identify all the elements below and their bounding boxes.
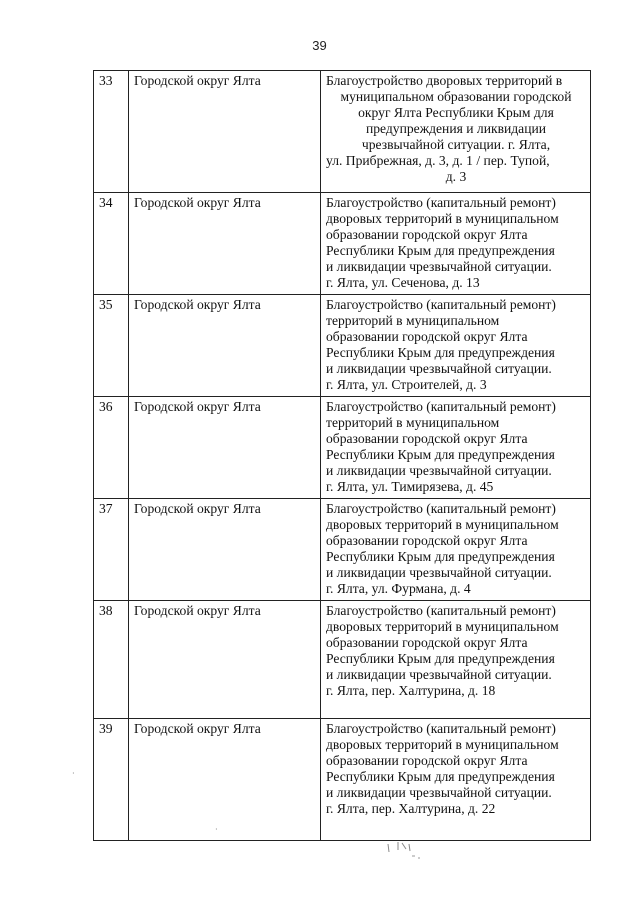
description-line: и ликвидации чрезвычайной ситуации. bbox=[326, 785, 552, 800]
description-line: образовании городской округ Ялта bbox=[326, 329, 528, 344]
description-line: и ликвидации чрезвычайной ситуации. bbox=[326, 667, 552, 682]
scan-speck: · bbox=[215, 825, 218, 834]
municipality-cell: Городской округ Ялта bbox=[129, 193, 321, 295]
row-number: 38 bbox=[94, 601, 129, 719]
municipality-cell: Городской округ Ялта bbox=[129, 295, 321, 397]
objects-table bbox=[93, 70, 591, 841]
description-line: дворовых территорий в муниципальном bbox=[326, 737, 559, 752]
municipality-cell: Городской округ Ялта bbox=[129, 601, 321, 719]
description-line: образовании городской округ Ялта bbox=[326, 753, 528, 768]
page-number: 39 bbox=[312, 38, 327, 53]
object-description bbox=[321, 295, 591, 397]
row-number: 35 bbox=[94, 295, 129, 397]
description-line: предупреждения и ликвидации bbox=[365, 121, 547, 136]
description-line: Благоустройство (капитальный ремонт) bbox=[326, 721, 556, 736]
description-line: и ликвидации чрезвычайной ситуации. bbox=[326, 361, 552, 376]
description-line: территорий в муниципальном bbox=[326, 313, 500, 328]
description-line: Республики Крым для предупреждения bbox=[326, 345, 555, 360]
description-line: округ Ялта Республики Крым для bbox=[358, 105, 554, 120]
description-line: г. Ялта, ул. Тимирязева, д. 45 bbox=[326, 479, 494, 494]
object-description bbox=[321, 601, 591, 719]
description-line: г. Ялта, ул. Строителей, д. 3 bbox=[326, 377, 487, 392]
table-row bbox=[94, 295, 591, 397]
row-number: 33 bbox=[94, 71, 129, 193]
description-line: Благоустройство (капитальный ремонт) bbox=[326, 195, 556, 210]
description-line: дворовых территорий в муниципальном bbox=[326, 619, 559, 634]
description-line: муниципальном образовании городской bbox=[340, 89, 572, 104]
table-row bbox=[94, 719, 591, 841]
description-line: чрезвычайной ситуации. г. Ялта, bbox=[361, 137, 551, 152]
description-line: Благоустройство (капитальный ремонт) bbox=[326, 399, 556, 414]
description-line: и ликвидации чрезвычайной ситуации. bbox=[326, 259, 552, 274]
table-row bbox=[94, 397, 591, 499]
description-line: дворовых территорий в муниципальном bbox=[326, 517, 559, 532]
table-row bbox=[94, 71, 591, 193]
object-description bbox=[321, 499, 591, 601]
table-row bbox=[94, 499, 591, 601]
description-line: г. Ялта, ул. Сеченова, д. 13 bbox=[326, 275, 480, 290]
object-description bbox=[321, 719, 591, 841]
municipality-cell: Городской округ Ялта bbox=[129, 397, 321, 499]
object-description bbox=[321, 397, 591, 499]
description-line: г. Ялта, пер. Халтурина, д. 22 bbox=[326, 801, 496, 816]
municipality-cell: Городской округ Ялта bbox=[129, 719, 321, 841]
description-line: образовании городской округ Ялта bbox=[326, 431, 528, 446]
description-line: Благоустройство (капитальный ремонт) bbox=[326, 603, 556, 618]
description-line: Благоустройство дворовых территорий в bbox=[326, 73, 563, 88]
description-line: территорий в муниципальном bbox=[326, 415, 500, 430]
municipality-cell: Городской округ Ялта bbox=[129, 71, 321, 193]
description-line: дворовых территорий в муниципальном bbox=[326, 211, 559, 226]
object-description bbox=[321, 193, 591, 295]
row-number: 39 bbox=[94, 719, 129, 841]
description-line: и ликвидации чрезвычайной ситуации. bbox=[326, 463, 552, 478]
scan-mark bbox=[384, 840, 424, 860]
description-line: образовании городской округ Ялта bbox=[326, 227, 528, 242]
municipality-cell: Городской округ Ялта bbox=[129, 499, 321, 601]
row-number: 37 bbox=[94, 499, 129, 601]
description-line: г. Ялта, пер. Халтурина, д. 18 bbox=[326, 683, 496, 698]
object-description bbox=[321, 71, 591, 193]
description-line: Республики Крым для предупреждения bbox=[326, 447, 555, 462]
description-line: и ликвидации чрезвычайной ситуации. bbox=[326, 565, 552, 580]
description-line: Республики Крым для предупреждения bbox=[326, 769, 555, 784]
description-line: Республики Крым для предупреждения bbox=[326, 651, 555, 666]
description-line: г. Ялта, ул. Фурмана, д. 4 bbox=[326, 581, 471, 596]
description-line: д. 3 bbox=[445, 169, 467, 184]
description-line: Республики Крым для предупреждения bbox=[326, 549, 555, 564]
row-number: 34 bbox=[94, 193, 129, 295]
description-line: ул. Прибрежная, д. 3, д. 1 / пер. Тупой, bbox=[326, 153, 550, 168]
table-row bbox=[94, 601, 591, 719]
description-line: образовании городской округ Ялта bbox=[326, 533, 528, 548]
row-number: 36 bbox=[94, 397, 129, 499]
description-line: Республики Крым для предупреждения bbox=[326, 243, 555, 258]
table-row bbox=[94, 193, 591, 295]
scan-speck: · bbox=[72, 769, 75, 778]
description-line: Благоустройство (капитальный ремонт) bbox=[326, 501, 556, 516]
description-line: Благоустройство (капитальный ремонт) bbox=[326, 297, 556, 312]
description-line: образовании городской округ Ялта bbox=[326, 635, 528, 650]
